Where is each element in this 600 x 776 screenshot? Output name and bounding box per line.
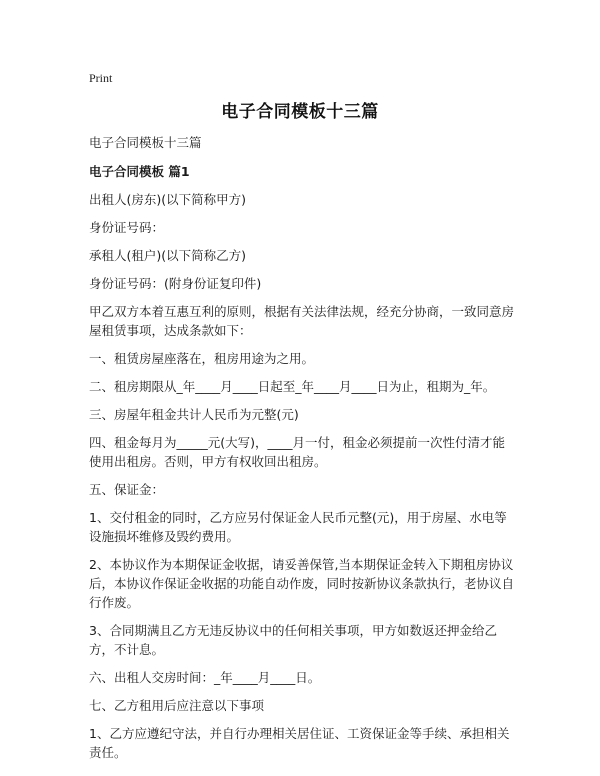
paragraph: 出租人(房东)(以下简称甲方) — [89, 192, 247, 207]
paragraph: 五、保证金： — [89, 482, 165, 497]
paragraph: 四、租金每月为_____元(大写)，____月一付，租金必须提前一次性付清才能使用出租房。否则，甲方有权收回出租房。 — [89, 435, 506, 469]
section-heading: 电子合同模板 篇1 — [89, 164, 190, 179]
document-body — [89, 133, 514, 771]
paragraph: 身份证号码： — [89, 220, 165, 235]
paragraph: 一、租赁房屋座落在，租房用途为之用。 — [89, 351, 315, 366]
document-title: 电子合同模板十三篇 — [221, 102, 379, 122]
paragraph: 身份证号码：(附身份证复印件) — [89, 276, 262, 291]
paragraph: 3、合同期满且乙方无违反协议中的任何相关事项，甲方如数返还押金给乙方，不计息。 — [89, 623, 497, 657]
paragraph: 2、本协议作为本期保证金收据，请妥善保管,当本期保证金转入下期租房协议后，本协议作保证金收据的功能自动作废，同时按新协议条款执行，老协议自行作废。 — [89, 557, 515, 610]
paragraph: 三、房屋年租金共计人民币为元整(元) — [89, 407, 299, 422]
paragraph: 1、乙方应遵纪守法，并自行办理相关居住证、工资保证金等手续、承担相关责任。 — [89, 726, 510, 760]
document-subtitle: 电子合同模板十三篇 — [89, 135, 202, 150]
paragraph: 1、交付租金的同时，乙方应另付保证金人民币元整(元)，用于房屋、水电等设施损坏维修及毁约费用。 — [89, 510, 507, 544]
paragraph: 七、乙方租用后应注意以下事项 — [89, 698, 265, 713]
paragraph: 二、租房期限从_年____月____日起至_年____月____日为止，租期为_年。 — [89, 379, 496, 394]
paragraph: 甲乙双方本着互惠互利的原则，根据有关法律法规，经充分协商，一致同意房屋租赁事项，达成条款如下： — [89, 304, 515, 338]
print-label[interactable]: Print — [89, 71, 113, 85]
paragraph: 六、出租人交房时间：_年____月____日。 — [89, 670, 321, 685]
paragraph: 承租人(租户)(以下简称乙方) — [89, 248, 247, 263]
